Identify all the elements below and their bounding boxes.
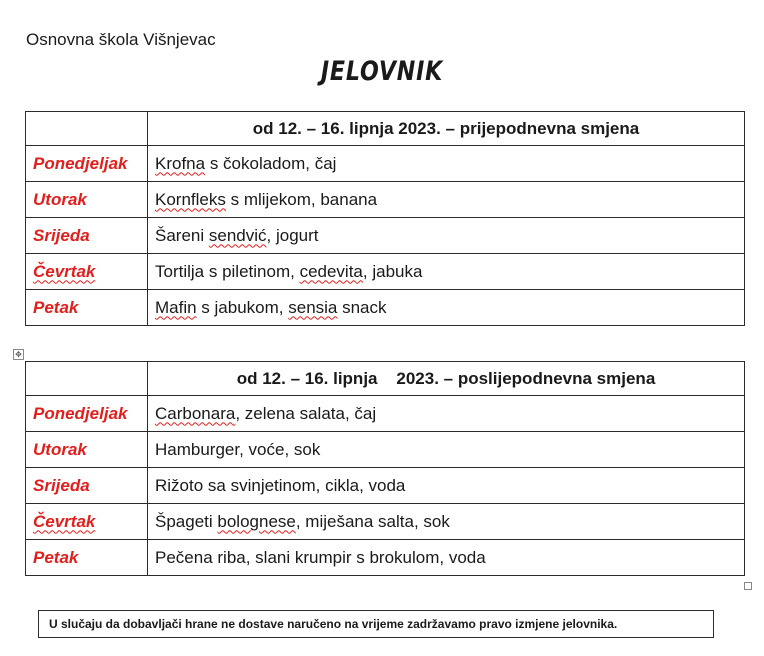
table-row [26,468,745,504]
meal-cell [148,182,745,218]
meal-text: Tortilja s piletinom, [155,261,300,281]
day-label: Ponedjeljak [26,396,148,432]
meal-cell [148,254,745,290]
meal-text: s čokoladom, čaj [205,153,337,173]
menu-table-morning [25,111,745,326]
table-row [26,396,745,432]
spellcheck-word: cedevita [299,261,363,281]
header-corner-cell [26,362,148,396]
table-row [26,432,745,468]
table-heading: od 12. – 16. lipnja 2023. – prijepodnevna smjena [148,112,745,146]
meal-text: snack [337,297,387,317]
table-row [26,504,745,540]
table-move-handle-icon[interactable]: ✥ [13,349,24,360]
table-row [26,182,745,218]
table-header-row [26,112,745,146]
table-row [26,254,745,290]
meal-cell [148,146,745,182]
meal-text: s jabukom, [196,297,289,317]
meal-cell [148,290,745,326]
notice-box: U slučaju da dobavljači hrane ne dostave naručeno na vrijeme zadržavamo pravo izmjene jelovnika. [38,610,714,638]
spellcheck-word: Carbonara [155,403,236,423]
meal-cell [148,396,745,432]
meal-cell: Rižoto sa svinjetinom, cikla, voda [148,468,745,504]
meal-text: , jabuka [362,261,423,281]
meal-cell: Hamburger, voće, sok [148,432,745,468]
table-row [26,540,745,576]
day-label: Utorak [26,432,148,468]
table-header-row [26,362,745,396]
day-label: Srijeda [26,218,148,254]
day-label [26,254,148,290]
meal-cell: Pečena riba, slani krumpir s brokulom, voda [148,540,745,576]
day-label [26,504,148,540]
table-resize-handle[interactable] [744,582,752,590]
spellcheck-word: Kornfleks [155,189,226,209]
spellcheck-word: sendvić [208,225,267,245]
spellcheck-word: Krofna [155,153,206,173]
meal-text: Špageti [155,511,218,531]
spellcheck-word: sensia [288,297,338,317]
header-corner-cell [26,112,148,146]
meal-text: s mlijekom, banana [225,189,378,209]
meal-text: , jogurt [266,225,319,245]
day-label: Utorak [26,182,148,218]
spellcheck-word: bolognese [217,511,296,531]
meal-text: , miješana salta, sok [295,511,450,531]
day-label: Petak [26,290,148,326]
day-label: Srijeda [26,468,148,504]
day-label: Ponedjeljak [26,146,148,182]
table-row [26,218,745,254]
meal-cell [148,218,745,254]
meal-text: , zelena salata, čaj [235,403,377,423]
table-row [26,290,745,326]
day-label: Petak [26,540,148,576]
menu-table-afternoon [25,361,745,576]
spellcheck-word: Mafin [155,297,197,317]
page-title: JELOVNIK [320,56,444,87]
meal-cell [148,504,745,540]
meal-text: Šareni [155,225,209,245]
spellcheck-word: Čevrtak [33,261,96,281]
school-name: Osnovna škola Višnjevac [26,30,216,49]
table-heading: od 12. – 16. lipnja 2023. – poslijepodnevna smjena [148,362,745,396]
table-row [26,146,745,182]
spellcheck-word: Čevrtak [33,511,96,531]
